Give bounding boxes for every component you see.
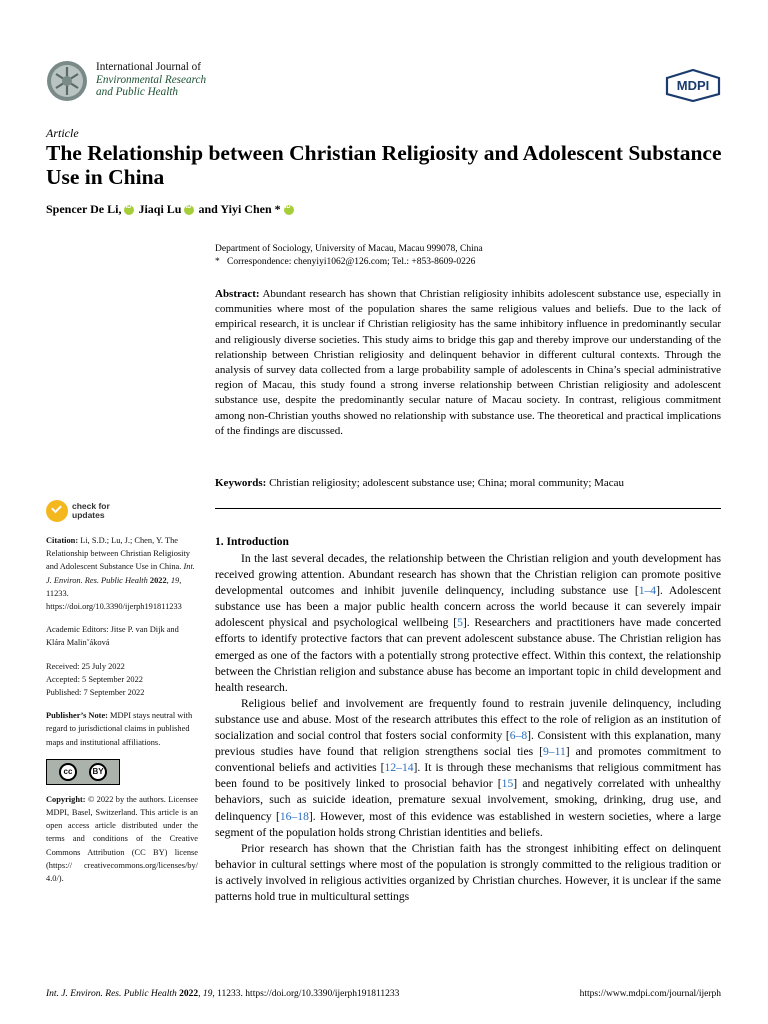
footer-citation: Int. J. Environ. Res. Public Health 2022, 19, 11233. https://doi.org/10.3390/ijerph191811233: [46, 989, 400, 999]
journal-title-line3: and Public Health: [96, 86, 179, 98]
academic-editors: Academic Editors: Jitse P. van Dijk and Klára Malinˇáková: [46, 625, 179, 648]
citation-volume: 19: [170, 575, 180, 585]
citation-link[interactable]: 9–11: [543, 745, 566, 759]
abstract: [215, 287, 721, 439]
citation-link[interactable]: 15: [501, 777, 514, 791]
publisher-note: [46, 709, 198, 749]
keywords: [215, 476, 721, 491]
citation-label: Citation:: [46, 536, 79, 545]
correspondence: Correspondence: chenyiyi1062@126.com; Tel.: +853-8609-0226: [227, 257, 476, 267]
paragraph: Prior research has shown that the Christian faith has the strongest inhibiting effect on delinquent behavior in cultural settings where most of the population is strongly committed to the religious tradition or is actively involved in religious activities organized by Christian churches. However, it is unclear if the same patterns hold true in multicultural settings: [215, 841, 721, 903]
journal-logo: [46, 60, 88, 102]
abstract-label: Abstract:: [215, 288, 260, 300]
citation-journal: Int. J. Environ. Res. Public Health: [46, 562, 195, 585]
copyright: [46, 793, 198, 885]
orcid-icon[interactable]: [124, 205, 134, 215]
check-updates-line2: updates: [72, 510, 105, 520]
article-type: Article: [46, 126, 79, 140]
divider: [215, 508, 721, 509]
citation-link[interactable]: 5: [457, 616, 463, 630]
keywords-label: Keywords:: [215, 477, 267, 489]
publisher-note-text: MDPI stays neutral with regard to jurisdictional claims in published maps and institutional affiliations.: [46, 711, 193, 747]
received-date: Received: 25 July 2022: [46, 661, 125, 671]
cc-icon: cc: [59, 763, 77, 781]
accepted-date: Accepted: 5 September 2022: [46, 674, 143, 684]
body-text: [215, 551, 721, 905]
citation-year: 2022: [149, 575, 167, 585]
citation: Citation: Li, S.D.; Lu, J.; Chen, Y. The Relationship between Christian Religiosity and Adolescent Substance Use in China. Int. J. Environ. Res. Public Health 2022, 19, 11233. https://doi.org/10.3390/ijerph191811233: [46, 536, 195, 612]
mdpi-logo-text: MDPI: [676, 78, 710, 93]
check-updates-icon: [46, 500, 68, 522]
sidebar: [46, 500, 198, 895]
article-title: The Relationship between Christian Religiosity and Adolescent Substance Use in China: [46, 141, 722, 189]
journal-title-line1: International Journal of: [96, 61, 202, 73]
section-heading: 1. Introduction: [215, 536, 289, 548]
author-name: and Yiyi Chen *: [198, 202, 281, 216]
dates: [46, 660, 198, 700]
citation-link[interactable]: 6–8: [509, 729, 528, 743]
copyright-label: Copyright:: [46, 794, 86, 804]
affiliation: Department of Sociology, University of Macau, Macau 999078, China: [215, 244, 483, 254]
check-updates-line1: check for: [72, 501, 110, 511]
affiliation-block: [215, 243, 483, 269]
paragraph: In the last several decades, the relationship between the Christian religion and youth development has received growing attention. Abundant research has shown that the Christian religion can promote positive developmental outcomes and inhibit juvenile delinquency, including substance use [1–4]. Adolescent substance use has been a major public health concern across the world because it can severely impair adolescent physical and psychological wellbeing [5]. Researchers and practitioners have made concerted efforts to identify protective factors that can prevent adolescent substance abuse. The Christian religion has emerged as one of the factors with a potentially strong protective effect. Within this context, the relationship between the Christian religion and substance abuse has become an important topic in child development and health research.: [215, 552, 721, 694]
orcid-icon[interactable]: [284, 205, 294, 215]
citation-doi[interactable]: , 11233. https://doi.org/10.3390/ijerph191811233: [46, 575, 182, 612]
author-name: Jiaqi Lu: [138, 202, 182, 216]
check-for-updates-button[interactable]: [46, 500, 198, 522]
publisher-note-label: Publisher’s Note:: [46, 711, 108, 721]
author-name: Spencer De Li: [46, 202, 119, 216]
cc-by-license-badge[interactable]: [46, 759, 120, 785]
mdpi-logo: [664, 69, 722, 102]
paragraph: Religious belief and involvement are frequently found to restrain juvenile delinquency, including substance use and abuse. Most of the research attributes this effect to the role of religion as an institution of socialization and social control that fosters social conformity [6–8]. Consistent with this explanation, many previous studies have found that religion strengthens social ties [9–11] and promotes commitment to conventional beliefs and activities [12–14]. It is through these mechanisms that religious commitment has been found to be positively linked to prosocial behavior [15] and negatively correlated with unhealthy behaviors, such as suicide ideation, premature sexual involvement, smoking, drinking, drug use, and delinquency [16–18]. However, most of this evidence was established in western societies, where a large segment of the population holds strong Christian identities and beliefs.: [215, 696, 722, 839]
citation-text: Li, S.D.; Lu, J.; Chen, Y. The Relationship between Christian Religiosity and Adolescent Substance Use in China.: [46, 536, 190, 572]
journal-title: [96, 61, 206, 99]
abstract-text: Abundant research has shown that Christian religiosity inhibits adolescent substance use, especially in communities where most of the population shares the same religious values and beliefs. Due to the lack of empirical research, it is unclear if Christian religiosity has the same inhibitory influence in predominantly secular and religiously diverse societies. This study aims to bridge this gap and thereby improve our understanding of the relationship between Christian religiosity and delinquent behavior in different cultural contexts. Through the analysis of survey data collected from a large probability sample of adolescents in China’s special administrative region of Macau, this study found a strong inverse relationship between Christian religiosity and adolescent substance use, despite the predominantly secular nature of Macau society. In contrast, religious commitment among non-Christian youths showed no relationship with substance use. The theoretical and practical implications of the findings are discussed.: [215, 288, 721, 437]
keywords-text: Christian religiosity; adolescent substance use; China; moral community; Macau: [269, 477, 625, 489]
by-icon: [89, 763, 107, 781]
copyright-text: © 2022 by the authors. Licensee MDPI, Basel, Switzerland. This article is an open access article distributed under the terms and conditions of the Creative Commons Attribution (CC BY) license (https:// creativecommons.org/licenses/by/ 4.0/).: [46, 794, 198, 884]
cc-by-label: BY: [92, 767, 104, 777]
author-list: Spencer De Li , iD Jiaqi Lu iD and Yiyi Chen * iD: [46, 202, 298, 217]
published-date: Published: 7 September 2022: [46, 688, 145, 698]
citation-link[interactable]: 16–18: [279, 809, 309, 823]
orcid-icon[interactable]: [184, 205, 194, 215]
footer-journal-url[interactable]: https://www.mdpi.com/journal/ijerph: [579, 989, 721, 999]
correspondence-marker: *: [215, 257, 220, 267]
citation-link[interactable]: 12–14: [384, 761, 414, 775]
page-footer: [46, 989, 721, 999]
journal-title-line2: Environmental Research: [96, 73, 207, 86]
citation-link[interactable]: 1–4: [638, 584, 657, 598]
